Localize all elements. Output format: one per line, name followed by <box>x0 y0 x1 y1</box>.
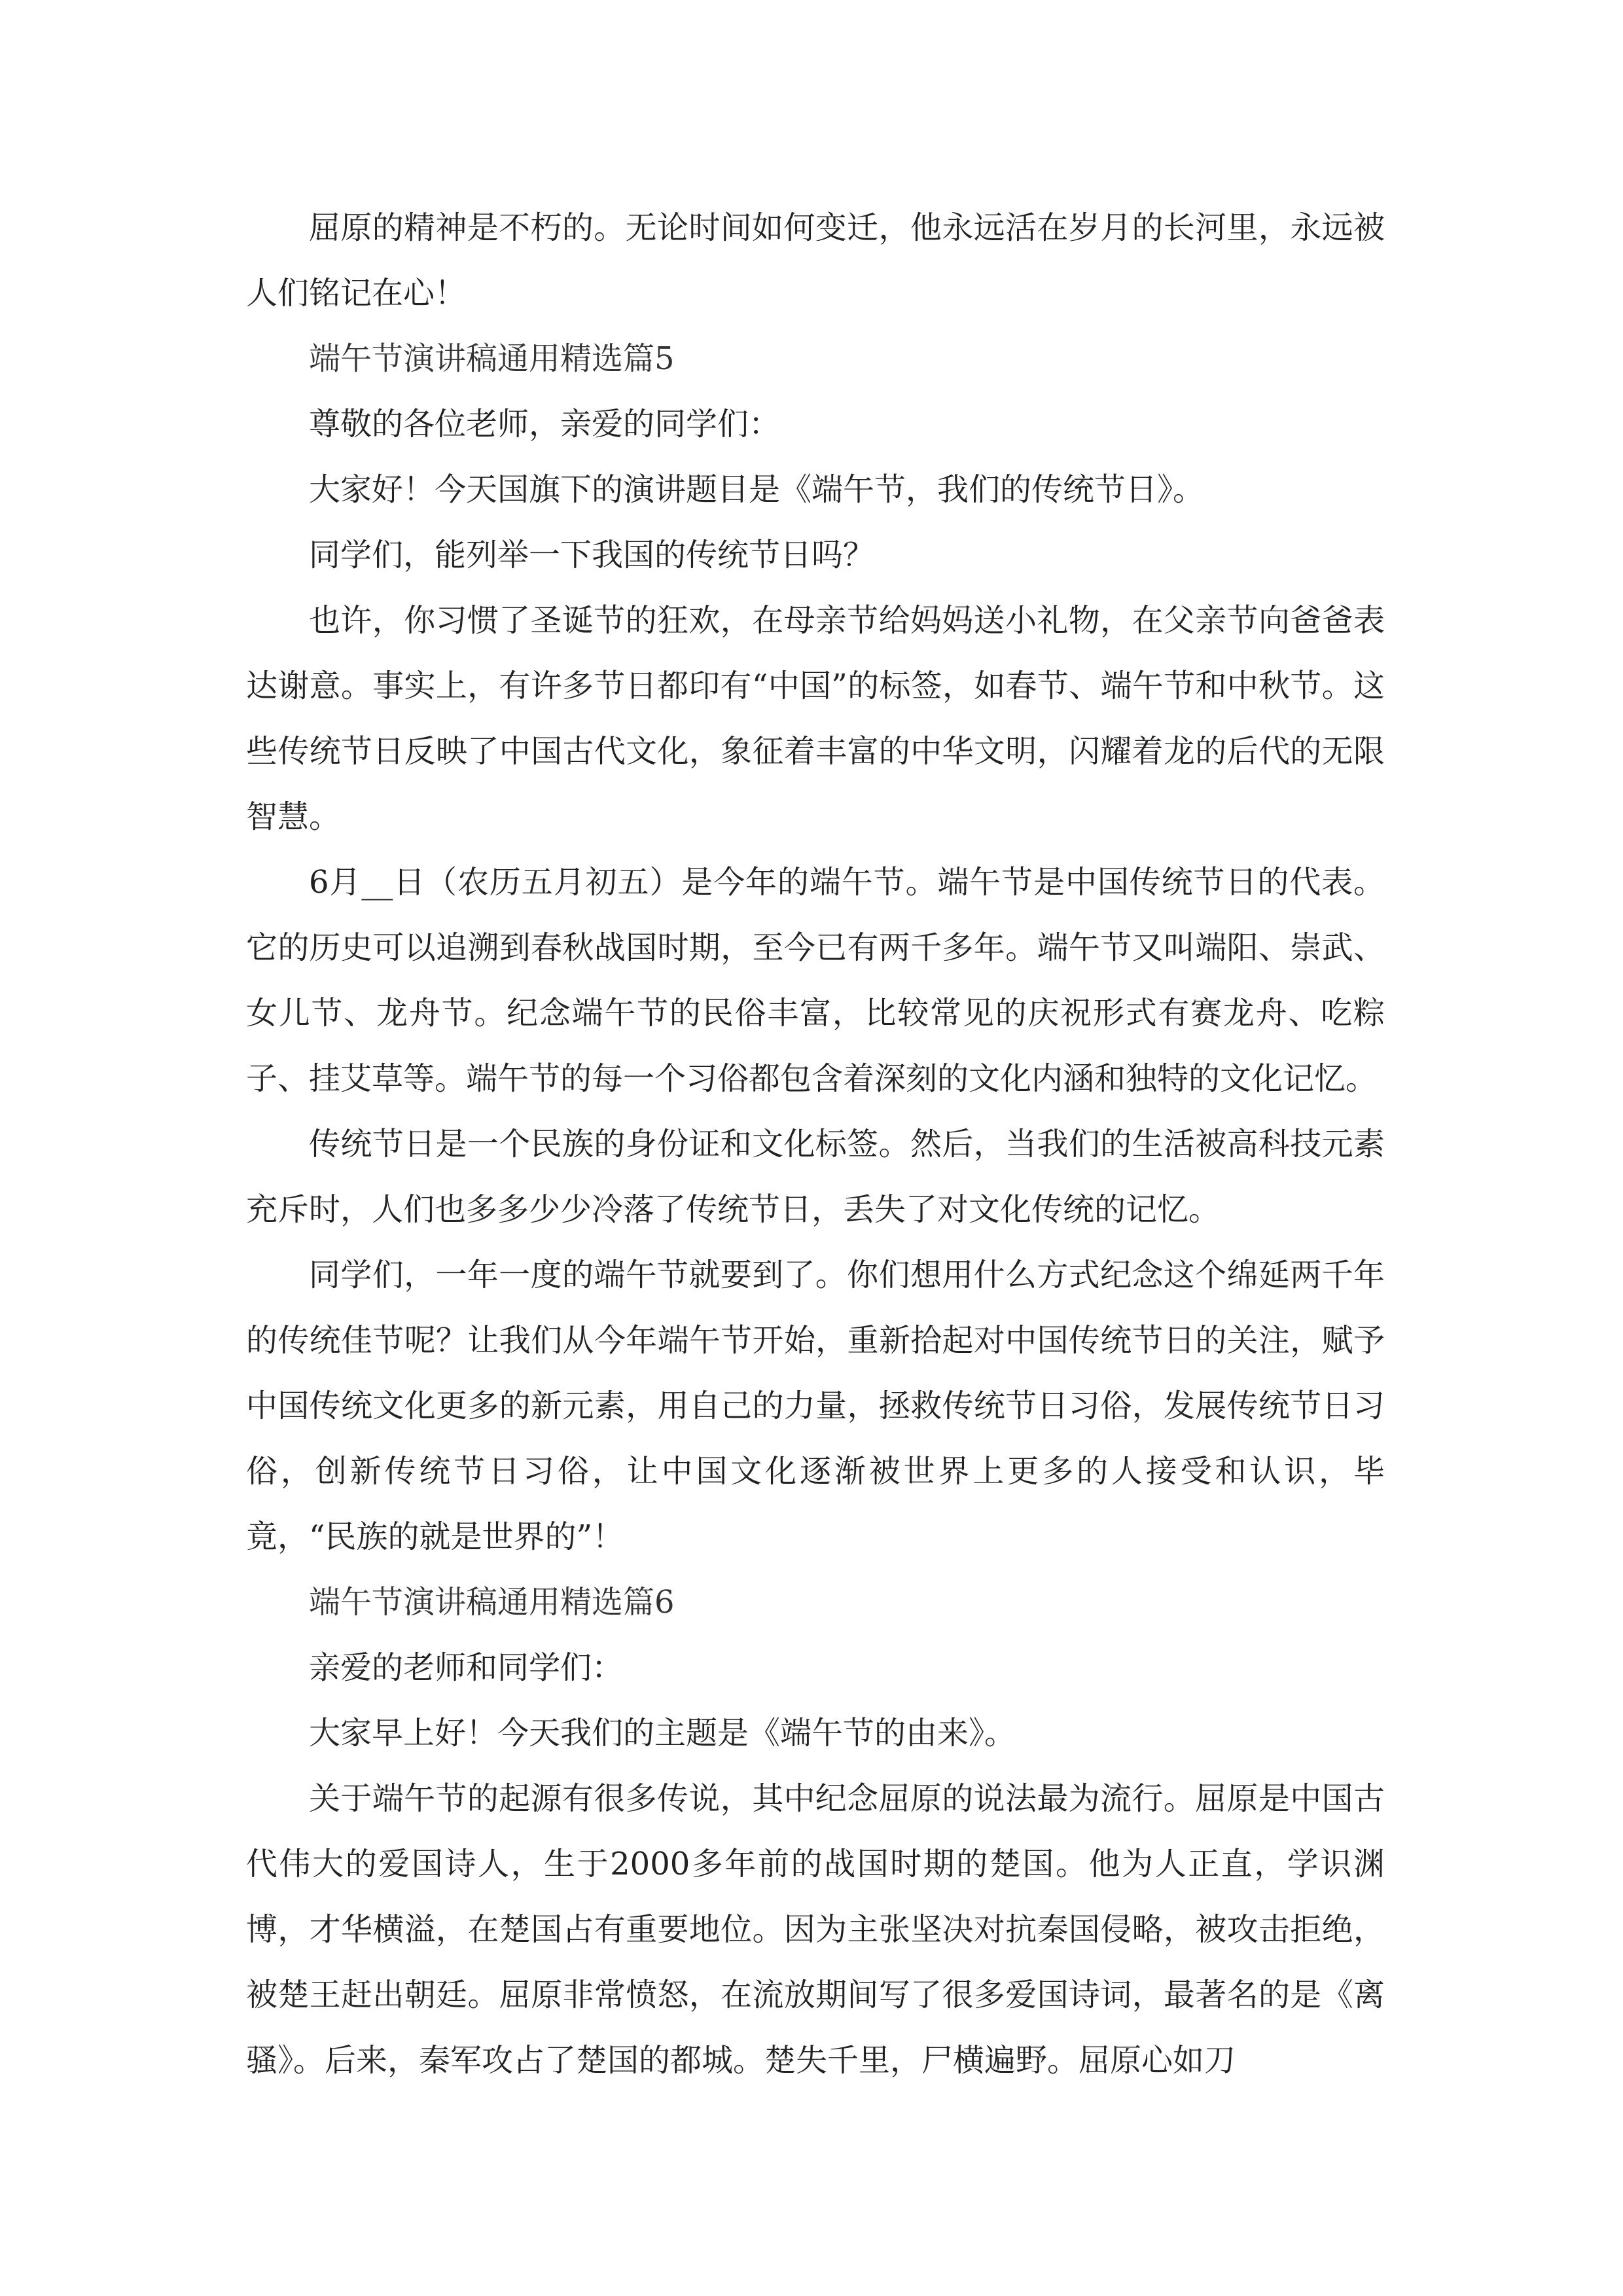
paragraph: 大家早上好！今天我们的主题是《端午节的由来》。 <box>309 1715 1016 1751</box>
paragraph: 6月__日（农历五月初五）是今年的端午节。端午节是中国传统节日的代表。它的历史可以追溯到春秋战国时期，至今已有两千多年。端午节又叫端阳、崇武、女儿节、龙舟节。纪念端午节的民俗丰富，比较常见的庆祝形式有赛龙舟、吃粽子、挂艾草等。端午节的每一个习俗都包含着深刻的文化内涵和独特的文化记忆。 <box>246 864 1385 1097</box>
paragraph: 屈原的精神是不朽的。无论时间如何变迁，他永远活在岁月的长河里，永远被人们铭记在心！ <box>246 209 1385 312</box>
salutation: 尊敬的各位老师，亲爱的同学们： <box>309 406 781 442</box>
section-heading: 端午节演讲稿通用精选篇5 <box>309 340 675 377</box>
paragraph: 同学们，一年一度的端午节就要到了。你们想用什么方式纪念这个绵延两千年的传统佳节呢？让我们从今年端午节开始，重新拾起对中国传统节日的关注，赋予中国传统文化更多的新元素，用自己的力量，拯救传统节日习俗，发展传统节日习俗，创新传统节日习俗，让中国文化逐渐被世界上更多的人接受和认识，毕竟，“民族的就是世界的”！ <box>246 1257 1385 1555</box>
document-body <box>246 195 1385 2093</box>
section-heading: 端午节演讲稿通用精选篇6 <box>309 1584 675 1621</box>
paragraph: 同学们，能列举一下我国的传统节日吗？ <box>309 537 875 573</box>
salutation: 亲爱的老师和同学们： <box>309 1649 624 1686</box>
paragraph: 也许，你习惯了圣诞节的狂欢，在母亲节给妈妈送小礼物，在父亲节向爸爸表达谢意。事实上，有许多节日都印有“中国”的标签，如春节、端午节和中秋节。这些传统节日反映了中国古代文化，象征着丰富的中华文明，闪耀着龙的后代的无限智慧。 <box>246 602 1385 835</box>
paragraph: 关于端午节的起源有很多传说，其中纪念屈原的说法最为流行。屈原是中国古代伟大的爱国诗人，生于2000多年前的战国时期的楚国。他为人正直，学识渊博，才华横溢，在楚国占有重要地位。因为主张坚决对抗秦国侵略，被攻击拒绝，被楚王赶出朝廷。屈原非常愤怒，在流放期间写了很多爱国诗词，最著名的是《离骚》。后来，秦军攻占了楚国的都城。楚失千里，尸横遍野。屈原心如刀 <box>246 1780 1385 2079</box>
paragraph: 大家好！今天国旗下的演讲题目是《端午节，我们的传统节日》。 <box>309 471 1205 508</box>
paragraph: 传统节日是一个民族的身份证和文化标签。然后，当我们的生活被高科技元素充斥时，人们也多多少少冷落了传统节日，丢失了对文化传统的记忆。 <box>246 1126 1385 1228</box>
